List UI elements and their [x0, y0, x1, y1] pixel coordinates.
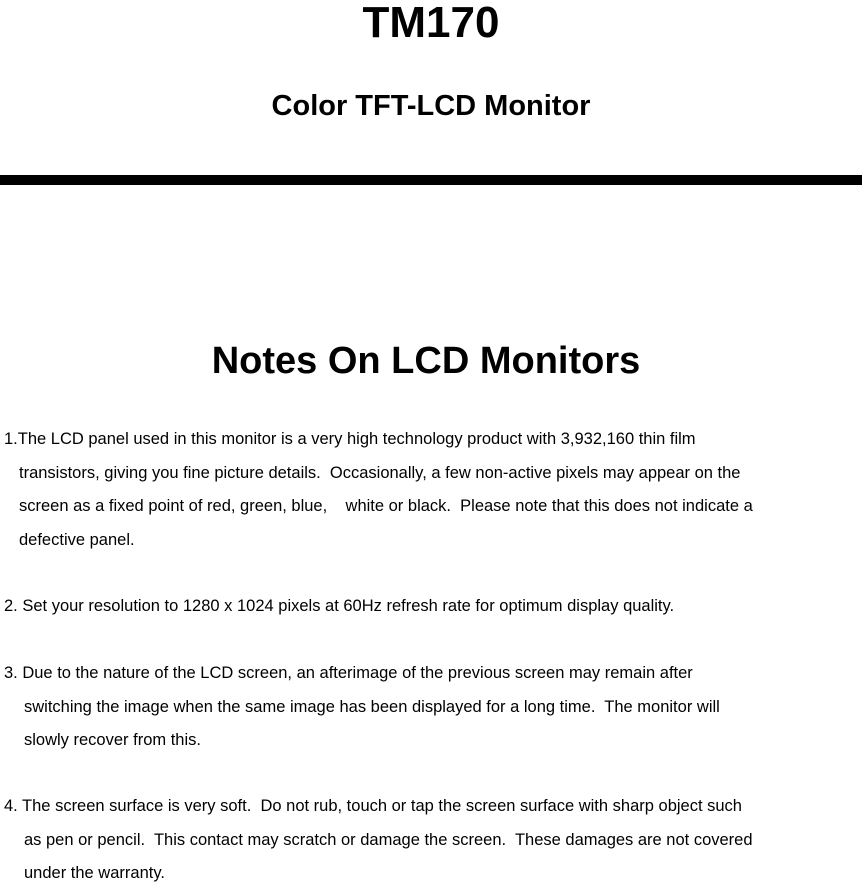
note-line: 4. The screen surface is very soft. Do not rub, touch or tap the screen surface with sharp object such [4, 797, 742, 815]
document-title: TM170 [362, 0, 500, 47]
note-item-3 [4, 657, 860, 758]
note-line: defective panel. [19, 530, 135, 549]
note-item-2 [4, 590, 860, 624]
note-line: 3. Due to the nature of the LCD screen, an afterimage of the previous screen may remain after [4, 664, 693, 682]
section-heading: Notes On LCD Monitors [211, 340, 641, 382]
note-line: screen as a fixed point of red, green, blue, white or black. Please note that this does not indicate a [19, 497, 753, 515]
note-line: as pen or pencil. This contact may scratch or damage the screen. These damages are not covered [24, 830, 753, 849]
note-line: switching the image when the same image has been displayed for a long time. The monitor will [24, 697, 720, 716]
note-line: under the warranty. [24, 864, 165, 882]
note-item-1 [4, 423, 860, 557]
note-item-4 [4, 790, 860, 891]
note-line: transistors, giving you fine picture details. Occasionally, a few non-active pixels may appear on the [19, 463, 741, 482]
note-line: slowly recover from this. [24, 731, 201, 749]
note-line: 2. Set your resolution to 1280 x 1024 pixels at 60Hz refresh rate for optimum display quality. [4, 597, 675, 615]
horizontal-divider [0, 175, 862, 185]
document-subtitle: Color TFT-LCD Monitor [271, 90, 591, 122]
note-line: 1.The LCD panel used in this monitor is a very high technology product with 3,932,160 thin film [4, 430, 696, 448]
